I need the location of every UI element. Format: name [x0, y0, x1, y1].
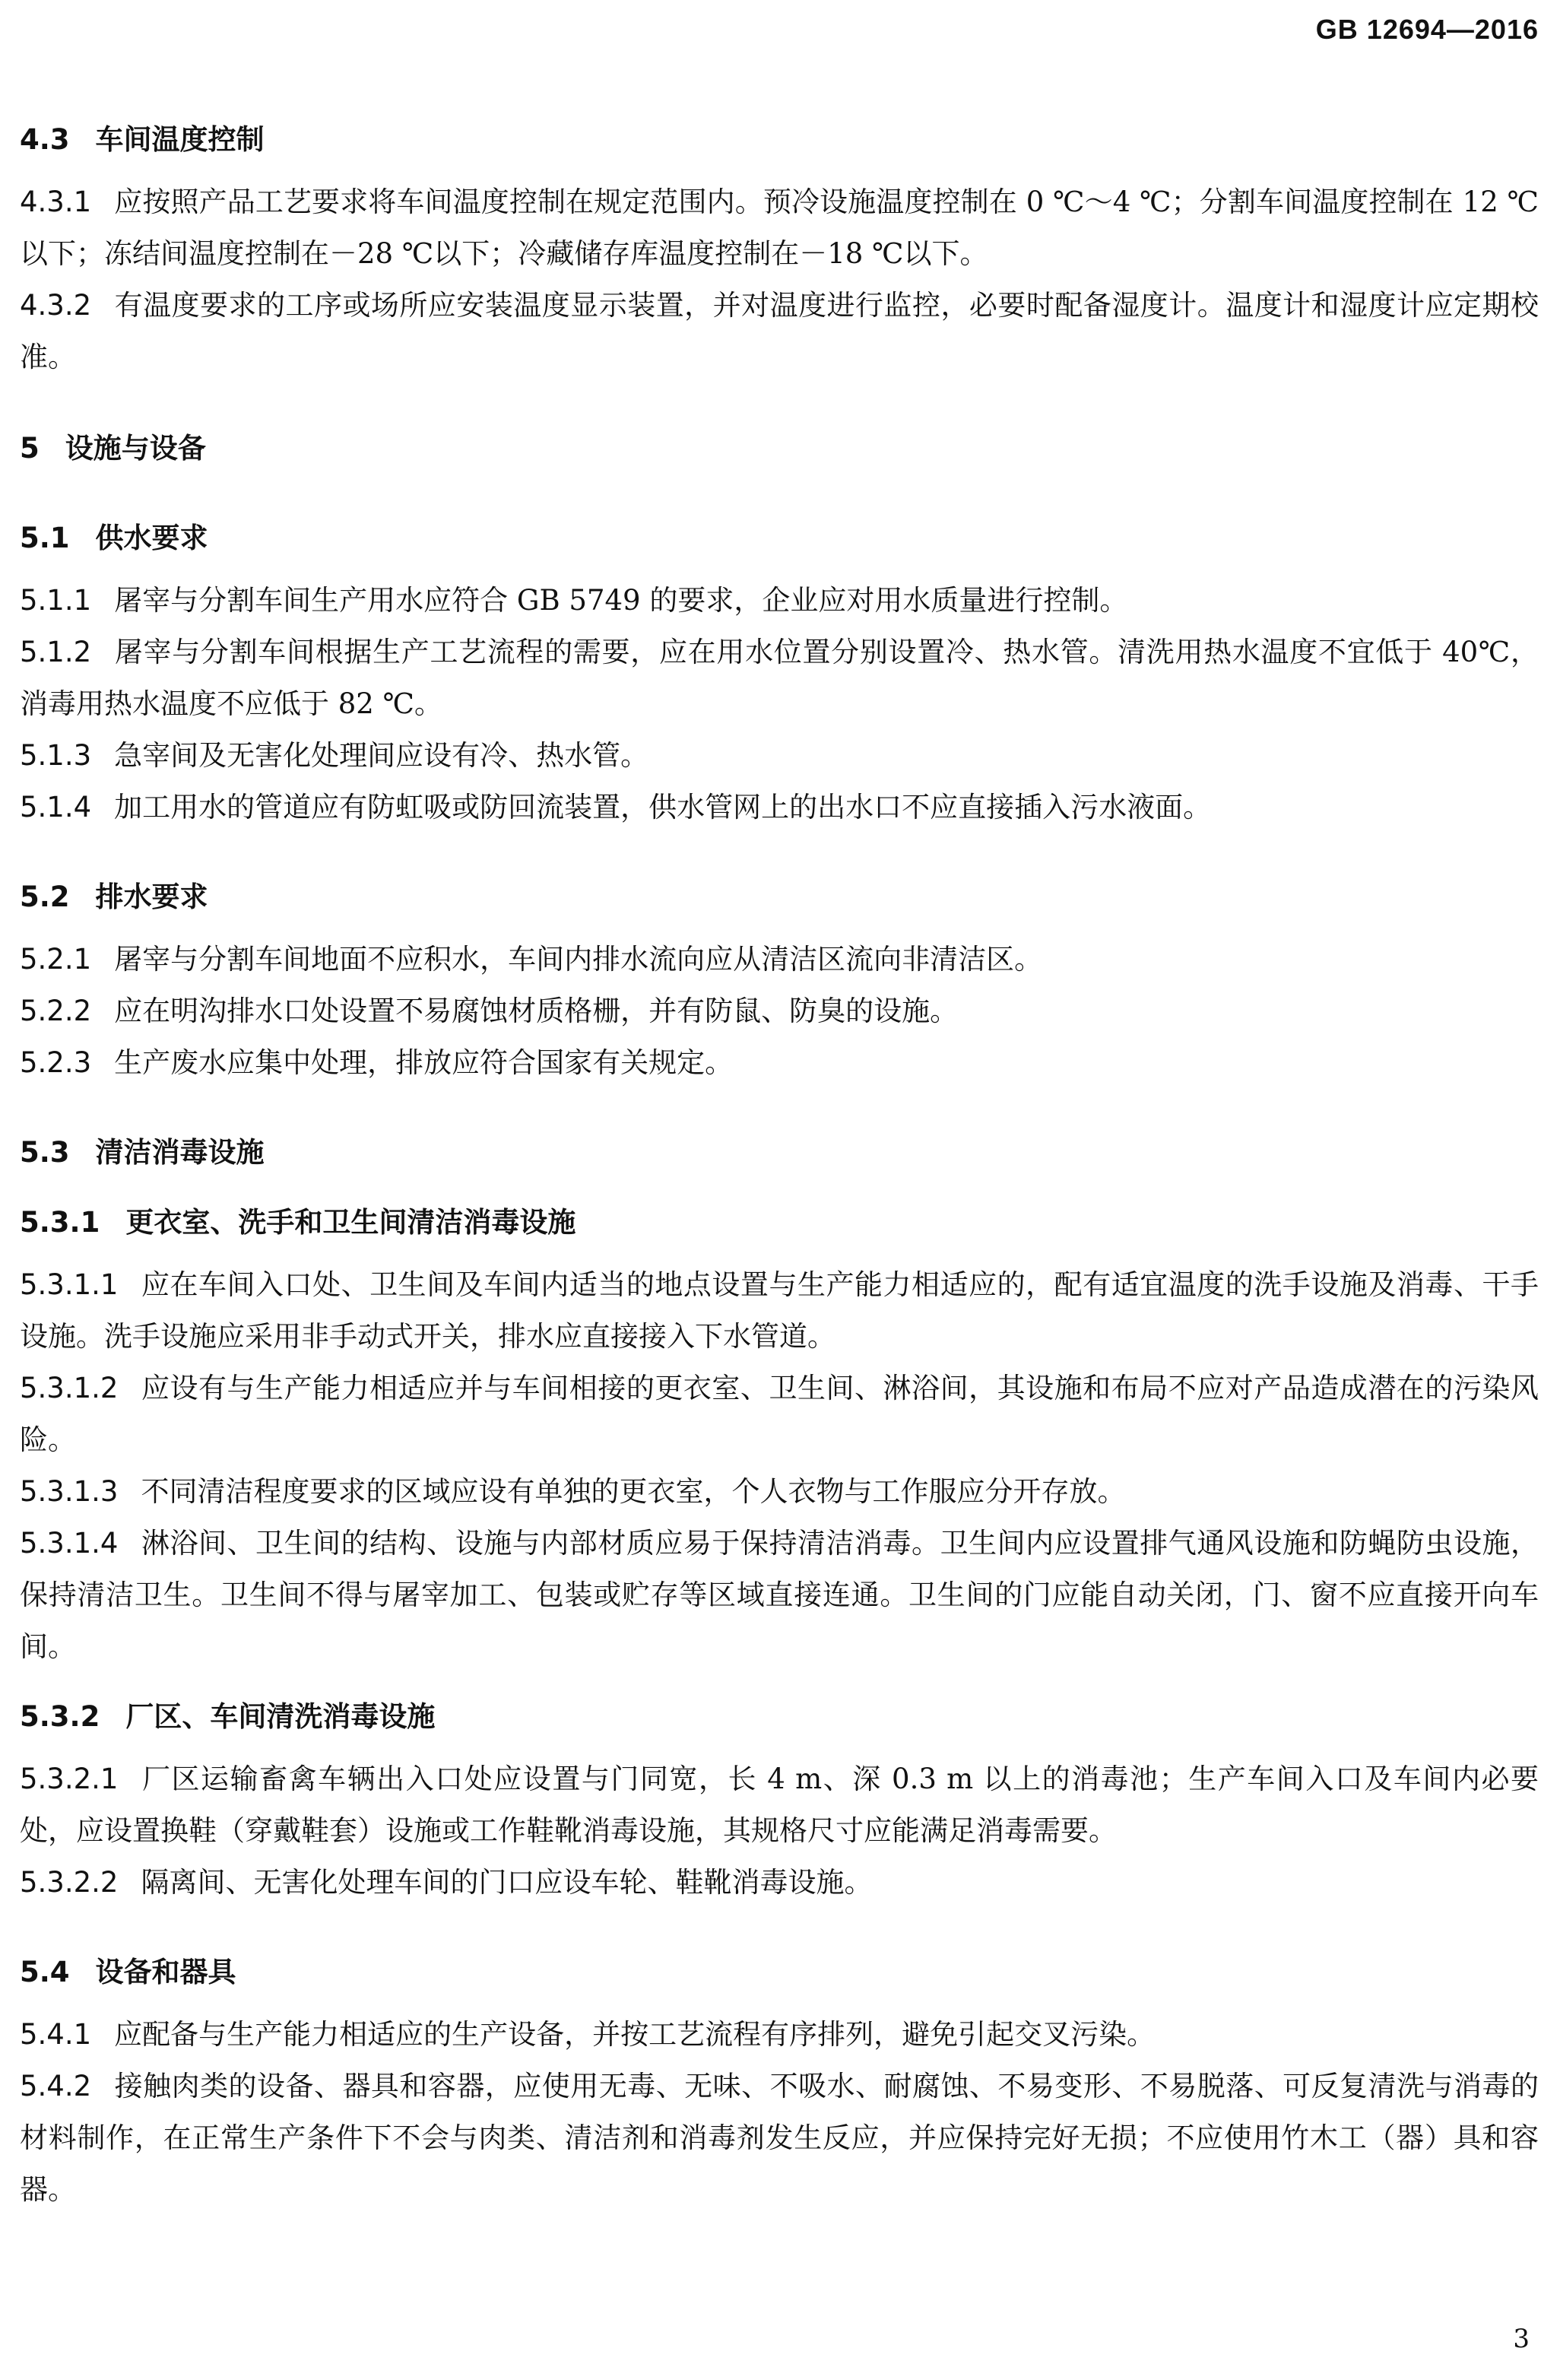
clause-5-1-2: [20, 627, 1539, 730]
clause-text: 应在明沟排水口处设置不易腐蚀材质格栅，并有防鼠、防臭的设施。: [114, 995, 959, 1027]
section-title: 设备和器具: [95, 1956, 236, 1988]
subsection-number: 5.3.2: [20, 1700, 100, 1733]
clause-5-3-2-2: [20, 1857, 1539, 1909]
clause-number: 5.1.3: [20, 739, 92, 772]
clause-text: 屠宰与分割车间地面不应积水，车间内排水流向应从清洁区流向非清洁区。: [114, 943, 1043, 976]
clause-text: 屠宰与分割车间生产用水应符合 GB 5749 的要求，企业应对用水质量进行控制。: [114, 584, 1128, 617]
section-heading-4-3: [20, 114, 1539, 166]
clause-number: 5.2.2: [20, 995, 92, 1027]
chapter-number: 5: [20, 432, 40, 465]
subsection-heading-5-3-2: [20, 1691, 1539, 1743]
clause-number: 5.2.3: [20, 1046, 92, 1079]
clause-5-1-1: [20, 575, 1539, 627]
clause-number: 5.3.1.2: [20, 1372, 119, 1404]
clause-5-2-1: [20, 934, 1539, 985]
section-heading-5-1: [20, 512, 1539, 564]
clause-text: 不同清洁程度要求的区域应设有单独的更衣室，个人衣物与工作服应分开存放。: [141, 1475, 1126, 1508]
clause-number: 5.1.1: [20, 584, 92, 617]
clause-number: 5.1.4: [20, 791, 92, 823]
clause-number: 5.1.2: [20, 636, 92, 668]
clause-5-2-2: [20, 985, 1539, 1037]
section-title: 供水要求: [95, 522, 208, 554]
section-heading-5-3: [20, 1127, 1539, 1179]
standard-code-header: GB 12694—2016: [1315, 14, 1539, 45]
clause-text: 隔离间、无害化处理车间的门口应设车轮、鞋靴消毒设施。: [141, 1866, 873, 1899]
clause-5-3-1-1: [20, 1259, 1539, 1363]
clause-number: 5.3.1.1: [20, 1268, 119, 1301]
subsection-title: 厂区、车间清洗消毒设施: [125, 1700, 436, 1733]
clause-text: 加工用水的管道应有防虹吸或防回流装置，供水管网上的出水口不应直接插入污水液面。: [114, 791, 1212, 823]
clause-number: 4.3.1: [20, 186, 92, 218]
clause-text: 应按照产品工艺要求将车间温度控制在规定范围内。预冷设施温度控制在 0 ℃～4 ℃；分割车间温度控制在 12 ℃以下；冻结间温度控制在－28 ℃以下；冷藏储存库温度控制在－18 ℃以下。: [20, 186, 1539, 270]
chapter-heading-5: [20, 423, 1539, 474]
clause-text: 屠宰与分割车间根据生产工艺流程的需要，应在用水位置分别设置冷、热水管。清洗用热水温度不宜低于 40℃，消毒用热水温度不应低于 82 ℃。: [20, 636, 1539, 720]
clause-5-4-1: [20, 2009, 1539, 2061]
clause-number: 5.4.1: [20, 2018, 92, 2051]
document-body: [20, 114, 1539, 2216]
clause-5-4-2: [20, 2061, 1539, 2216]
section-number: 5.2: [20, 881, 70, 913]
clause-5-3-1-2: [20, 1363, 1539, 1466]
clause-text: 应设有与生产能力相适应并与车间相接的更衣室、卫生间、淋浴间，其设施和布局不应对产品造成潜在的污染风险。: [20, 1372, 1539, 1456]
clause-number: 5.3.2.2: [20, 1866, 119, 1899]
clause-5-2-3: [20, 1037, 1539, 1089]
chapter-title: 设施与设备: [65, 432, 206, 465]
subsection-heading-5-3-1: [20, 1197, 1539, 1249]
clause-number: 5.3.2.1: [20, 1763, 119, 1795]
clause-5-1-4: [20, 782, 1539, 833]
clause-text: 淋浴间、卫生间的结构、设施与内部材质应易于保持清洁消毒。卫生间内应设置排气通风设施和防蝇防虫设施，保持清洁卫生。卫生间不得与屠宰加工、包装或贮存等区域直接连通。卫生间的门应能自动关闭，门、窗不应直接开向车间。: [20, 1527, 1539, 1663]
section-number: 5.4: [20, 1956, 70, 1988]
clause-number: 5.3.1.3: [20, 1475, 119, 1508]
clause-4-3-2: [20, 280, 1539, 383]
clause-5-3-2-1: [20, 1753, 1539, 1857]
section-number: 5.3: [20, 1136, 70, 1169]
section-title: 车间温度控制: [95, 123, 265, 156]
clause-5-1-3: [20, 730, 1539, 782]
clause-text: 应配备与生产能力相适应的生产设备，并按工艺流程有序排列，避免引起交叉污染。: [114, 2018, 1156, 2051]
section-title: 清洁消毒设施: [95, 1136, 265, 1169]
clause-number: 5.3.1.4: [20, 1527, 119, 1560]
page-number: 3: [1513, 2324, 1530, 2354]
clause-5-3-1-3: [20, 1466, 1539, 1518]
section-title: 排水要求: [95, 881, 208, 913]
section-number: 4.3: [20, 123, 70, 156]
clause-text: 生产废水应集中处理，排放应符合国家有关规定。: [114, 1046, 734, 1079]
subsection-title: 更衣室、洗手和卫生间清洁消毒设施: [125, 1206, 576, 1239]
clause-5-3-1-4: [20, 1518, 1539, 1673]
clause-number: 5.2.1: [20, 943, 92, 976]
section-heading-5-2: [20, 871, 1539, 923]
clause-number: 5.4.2: [20, 2070, 92, 2102]
clause-text: 急宰间及无害化处理间应设有冷、热水管。: [114, 739, 649, 772]
clause-text: 应在车间入口处、卫生间及车间内适当的地点设置与生产能力相适应的，配有适宜温度的洗手设施及消毒、干手设施。洗手设施应采用非手动式开关，排水应直接接入下水管道。: [20, 1268, 1539, 1353]
clause-text: 有温度要求的工序或场所应安装温度显示装置，并对温度进行监控，必要时配备湿度计。温度计和湿度计应定期校准。: [20, 289, 1539, 373]
clause-text: 厂区运输畜禽车辆出入口处应设置与门同宽，长 4 m、深 0.3 m 以上的消毒池；生产车间入口及车间内必要处，应设置换鞋（穿戴鞋套）设施或工作鞋靴消毒设施，其规格尺寸应能满足消毒需要。: [20, 1763, 1539, 1847]
section-number: 5.1: [20, 522, 70, 554]
clause-text: 接触肉类的设备、器具和容器，应使用无毒、无味、不吸水、耐腐蚀、不易变形、不易脱落、可反复清洗与消毒的材料制作，在正常生产条件下不会与肉类、清洁剂和消毒剂发生反应，并应保持完好无损；不应使用竹木工（器）具和容器。: [20, 2070, 1539, 2206]
clause-4-3-1: [20, 176, 1539, 280]
subsection-number: 5.3.1: [20, 1206, 100, 1239]
clause-number: 4.3.2: [20, 289, 92, 322]
section-heading-5-4: [20, 1947, 1539, 1998]
